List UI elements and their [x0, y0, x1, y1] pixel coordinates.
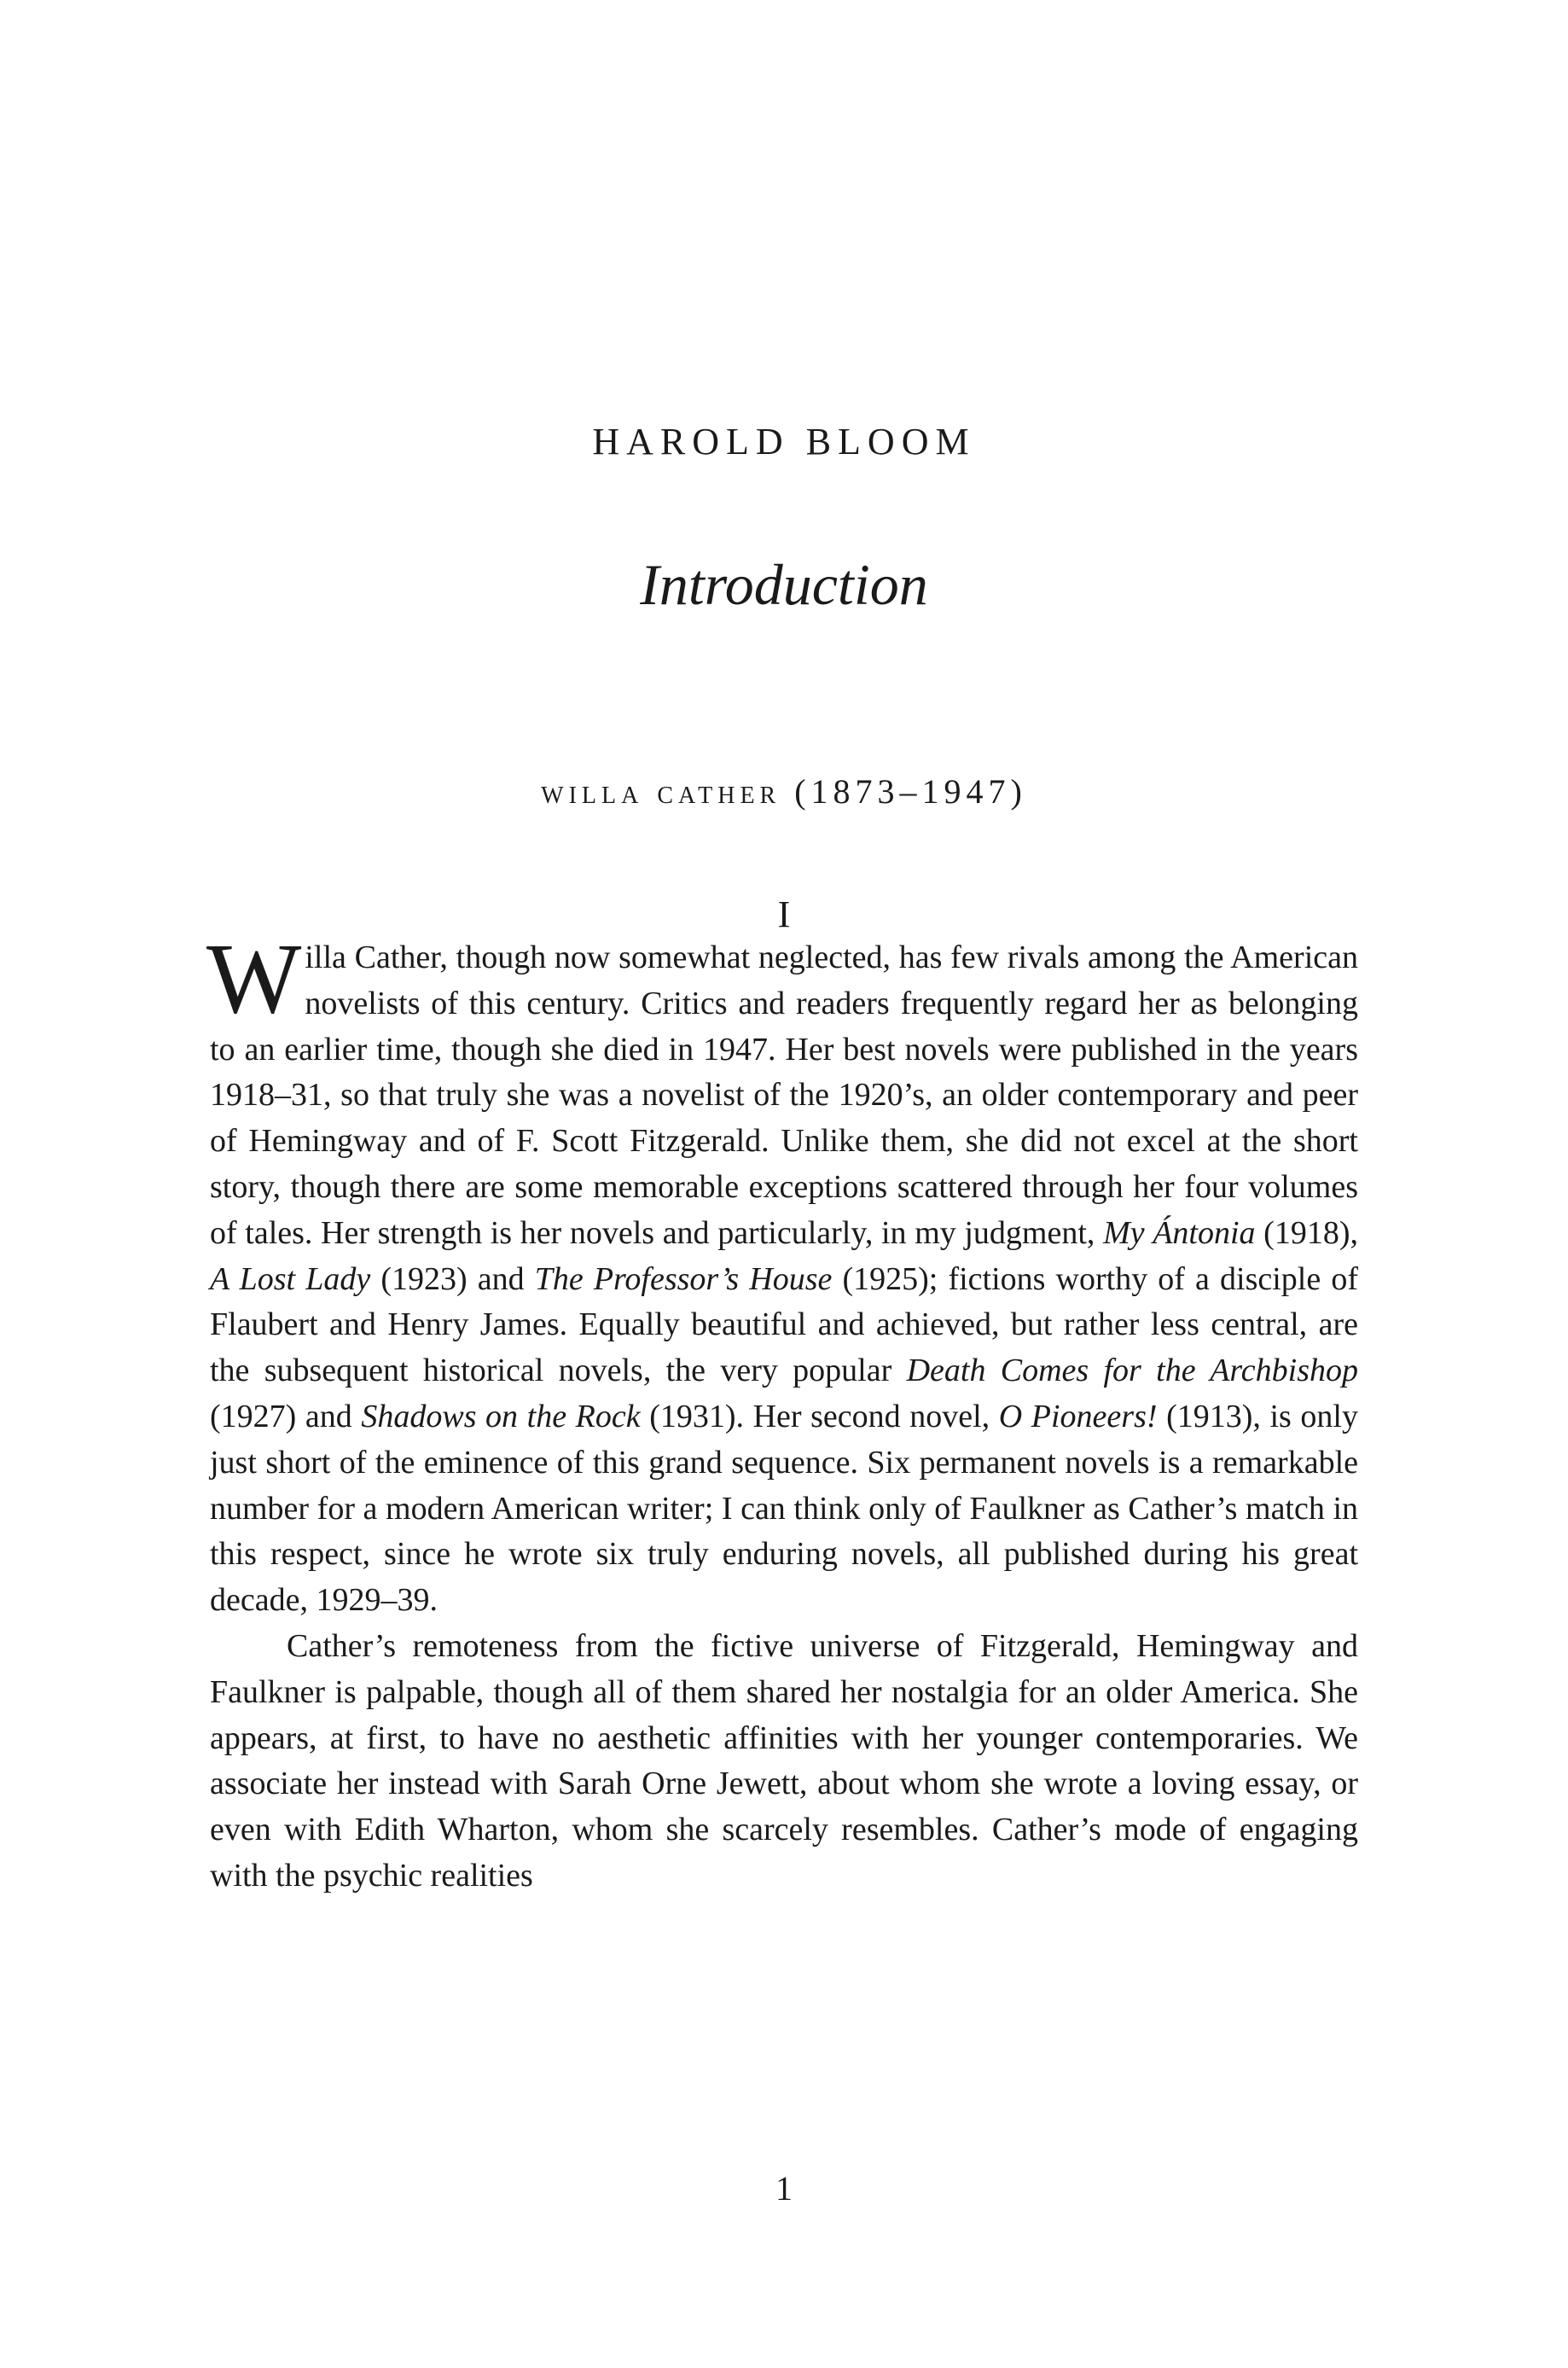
text-run: illa Cather, though now somewhat neglected, has few rivals among the American novelists of this century. Critics and readers frequently regard her as belonging to an earlier time, though she died in 1947. Her best novels were published in the years 1918–31, so that truly she was a novelist of the 1920’s, an older contemporary and peer of Hemingway and of F. Scott Fitzgerald. Unlike them, she did not excel at the short story, though there are some memorable exceptions scattered through her four volumes of tales. Her strength is her novels and particularly, in my judgment,	[210, 940, 1358, 1251]
book-title: Shadows on the Rock	[361, 1398, 641, 1434]
subject-name: willa cather	[541, 772, 781, 811]
drop-cap: W	[206, 922, 302, 1034]
body-text	[206, 922, 1358, 1900]
chapter-title: Introduction	[640, 552, 928, 617]
chapter-subtitle	[0, 766, 1568, 817]
book-title: My Ántonia	[1103, 1214, 1256, 1251]
book-title: A Lost Lady	[210, 1260, 371, 1297]
text-run: (1925); fictions worthy of a disciple of Flaubert and Henry James. Equally beautiful and achieved, but rather less central, are the subsequent historical novels, the very popular	[210, 1260, 1358, 1389]
book-title: O Pioneers!	[998, 1398, 1158, 1434]
text-run: (1923) and	[370, 1260, 535, 1297]
text-run: (1918),	[1255, 1214, 1358, 1251]
text-run: (1931). Her second novel,	[640, 1398, 999, 1434]
book-title: Death Comes for the Archbishop	[906, 1353, 1358, 1389]
subject-dates: (1873–1947)	[794, 772, 1027, 811]
paragraph-2: Cather’s remoteness from the fictive universe of Fitzgerald, Hemingway and Faulkner is palpable, though all of them shared her nostalgia for an older America. She appears, at first, to have no aesthetic affinities with her younger contemporaries. We associate her instead with Sarah Orne Jewett, about whom she wrote a loving essay, or even with Edith Wharton, whom she scarcely resembles. Cather’s mode of engaging with the psychic realities	[210, 1627, 1358, 1894]
text-run: (1913), is only just short of the eminence of this grand sequence. Six permanent novels is a remarkable number for a modern American writer; I can think only of Faulkner as Cather’s match in this respect, since he wrote six truly enduring novels, all published during his great decade, 1929–39.	[210, 1398, 1358, 1619]
paragraph-1	[206, 922, 1358, 1624]
page-number: 1	[775, 2169, 793, 2208]
section-number: I	[777, 893, 791, 935]
text-run: (1927) and	[210, 1398, 362, 1434]
book-title: The Professor’s House	[534, 1260, 833, 1297]
author-name: HAROLD BLOOM	[592, 421, 976, 463]
